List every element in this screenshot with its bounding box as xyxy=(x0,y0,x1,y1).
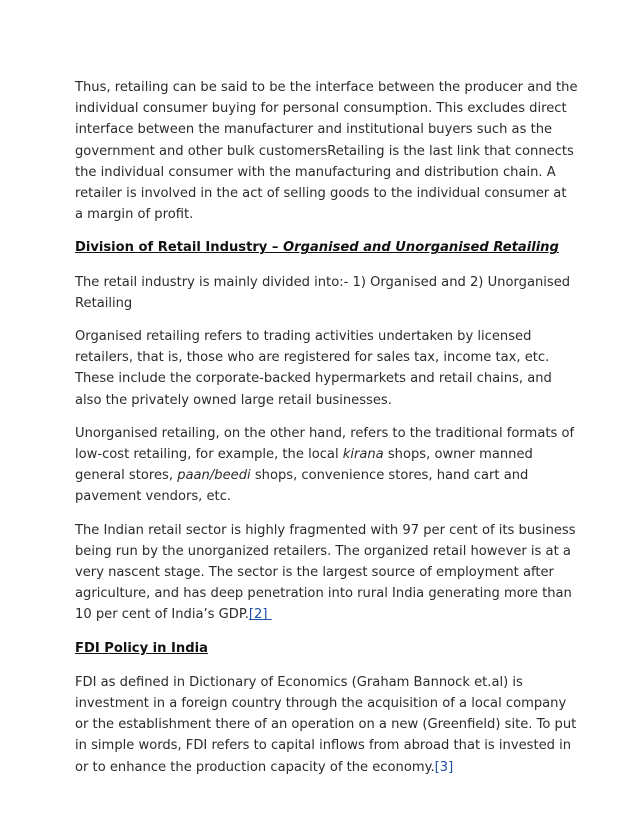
paragraph-indian-retail-sector xyxy=(75,520,578,626)
paragraph-fdi-definition xyxy=(75,672,578,778)
paragraph-unorganised-retailing xyxy=(75,423,578,508)
paragraph-retail-division: The retail industry is mainly divided into:- 1) Organised and 2) Unorganised Retailing xyxy=(75,274,571,311)
heading-division-of-retail-industry xyxy=(75,237,578,258)
heading-division-main: Division of Retail Industry – xyxy=(75,240,283,256)
heading-fdi-policy: FDI Policy in India xyxy=(75,640,208,656)
footnote-ref-2[interactable]: [2] xyxy=(248,607,268,623)
paragraph-retailing-interface: Thus, retailing can be said to be the interface between the producer and the individual consumer buying for personal consumption. This excludes direct interface between the manufacturer and institutional buyers such as the government and other bulk customersRetailing is the last link that connects the individual consumer with the manufacturing and distribution chain. A retailer is involved in the act of selling goods to the individual consumer at a margin of profit. xyxy=(75,80,578,223)
footnote-ref-3[interactable]: [3] xyxy=(434,759,454,775)
unorganised-text-c: shops, convenience stores, hand cart and pavement vendors, etc. xyxy=(75,468,529,505)
term-paan-beedi: paan/beedi xyxy=(177,468,251,484)
unorganised-text-a: Unorganised retailing, on the other hand, refers to the traditional formats of low-cost retailing, for example, the local xyxy=(75,425,575,463)
heading-division-italic: Organised and Unorganised Retailing xyxy=(282,240,559,256)
footnote-ref-2-trailing[interactable] xyxy=(267,607,271,622)
paragraph-organised-retailing: Organised retailing refers to trading activities undertaken by licensed retailers, that is, those who are registered for sales tax, income tax, etc. These include the corporate-backed hypermarkets and retail chains, and also the privately owned large retail businesses. xyxy=(75,329,552,408)
unorganised-text-b: shops, owner manned general stores, xyxy=(75,447,533,484)
indian-retail-text: The Indian retail sector is highly fragmented with 97 per cent of its business being run by the unorganized retailers. The organized retail however is at a very nascent stage. The sector is the largest source of employment after agriculture, and has deep penetration into rural India generating more than 10 per cent of India’s GDP. xyxy=(75,522,576,623)
fdi-definition-text: FDI as defined in Dictionary of Economics (Graham Bannock et.al) is investment in a foreign country through the acquisition of a local company or the establishment there of an operation on a new (Greenfield) site. To put in simple words, FDI refers to capital inflows from abroad that is invested in or to enhance the production capacity of the economy. xyxy=(75,674,577,775)
term-kirana: kirana xyxy=(342,447,384,463)
